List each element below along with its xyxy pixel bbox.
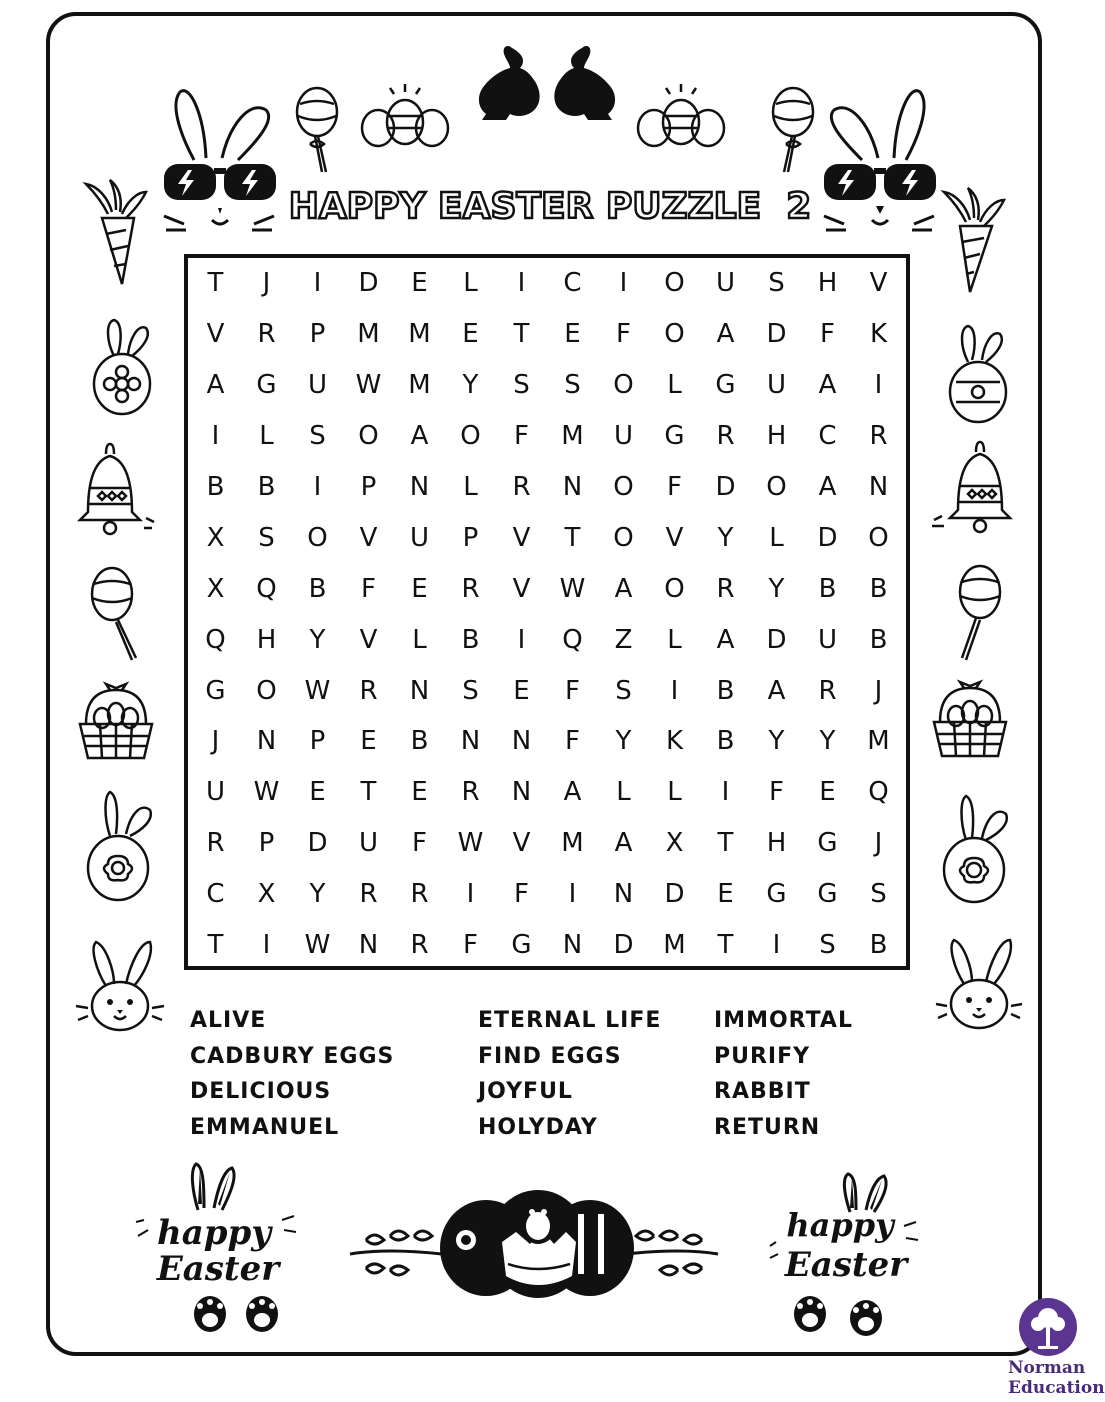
grid-cell[interactable]: R [512,472,531,502]
grid-cell[interactable]: I [874,370,883,401]
grid-cell[interactable]: N [256,726,277,757]
grid-cell[interactable]: A [767,675,786,706]
grid-cell[interactable]: D [715,472,736,502]
grid-cell[interactable]: M [867,726,890,757]
title-text: HAPPY EASTER PUZZLE 2 [288,186,812,227]
logo-line-2: Education [1008,1378,1105,1398]
bunny-egg-icon [88,314,158,414]
bunny-face-icon [934,934,1024,1032]
grid-cell[interactable]: S [258,522,275,553]
grid-cell[interactable]: Y [309,624,326,655]
grid-cell[interactable]: F [565,675,580,706]
word-list-item: DELICIOUS [190,1079,332,1104]
tree-logo-icon [1016,1298,1080,1356]
grid-cell[interactable]: Q [205,624,226,655]
grid-cell[interactable]: C [206,879,225,910]
grid-cell[interactable]: R [359,675,378,706]
egg-lollipop-icon [292,86,342,176]
grid-cell[interactable]: B [869,624,888,655]
grid-cell[interactable]: F [514,421,529,452]
grid-cell[interactable]: V [869,268,888,299]
grid-cell[interactable]: G [205,675,226,706]
grid-cell[interactable]: Z [614,624,633,655]
grid-cell[interactable]: I [517,268,526,299]
grid-cell[interactable]: N [460,726,481,757]
grid-cell[interactable]: H [817,268,838,299]
grid-cell[interactable]: U [766,370,787,401]
grid-cell[interactable]: H [256,624,277,655]
easter-eggs-icon [636,82,726,150]
grid-cell[interactable]: O [664,319,685,350]
grid-cell[interactable]: O [460,421,481,452]
grid-cell[interactable]: N [562,472,583,502]
grid-cell[interactable]: N [511,777,532,808]
grid-cell[interactable]: J [262,268,271,299]
grid-cell[interactable]: B [869,573,888,604]
grid-cell[interactable]: O [766,472,787,502]
grid-cell[interactable]: A [716,319,735,350]
grid-cell[interactable]: K [869,319,888,350]
grid-cell[interactable]: B [716,675,735,706]
grid-cell[interactable]: D [307,828,328,859]
grid-cell[interactable]: S [870,879,887,910]
grid-cell[interactable]: V [206,319,225,350]
word-list-item: PURIFY [714,1043,811,1069]
grid-cell[interactable]: T [513,319,530,350]
grid-cell[interactable]: F [769,777,784,808]
letter-grid [190,258,904,970]
grid-cell[interactable]: A [818,370,837,401]
grid-cell[interactable]: Q [868,777,889,808]
grid-cell[interactable]: W [355,370,382,401]
grid-cell[interactable]: A [563,777,582,808]
grid-cell[interactable]: T [564,522,581,553]
grid-cell[interactable]: J [874,675,883,706]
grid-cell[interactable]: M [561,828,584,859]
grid-cell[interactable]: A [206,370,225,401]
grid-cell[interactable]: E [819,777,836,808]
grid-cell[interactable]: Q [256,573,277,604]
grid-row [190,258,904,309]
grid-cell[interactable]: O [307,522,328,553]
grid-cell[interactable]: A [614,828,633,859]
egg-lollipop-icon [88,564,146,662]
grid-cell[interactable]: M [357,319,380,350]
grid-cell[interactable]: A [410,421,429,452]
grid-cell[interactable]: R [716,573,735,604]
grid-cell[interactable]: U [817,624,838,655]
grid-cell[interactable]: Y [768,573,785,604]
grid-row [190,716,904,767]
happy-easter-lettering [770,1172,920,1342]
grid-cell[interactable]: B [308,573,327,604]
word-list-item: ALIVE [190,1008,267,1033]
grid-row [190,920,904,971]
grid-cell[interactable]: L [463,268,478,299]
grid-cell[interactable]: I [313,472,322,502]
grid-cell[interactable]: E [564,319,581,350]
grid-cell[interactable]: O [664,573,685,604]
grid-cell[interactable]: F [820,319,835,350]
grid-cell[interactable]: L [463,472,478,502]
bunny-egg-icon [942,320,1012,424]
grid-cell[interactable]: N [409,675,430,706]
egg-lollipop-icon [768,86,818,176]
grid-cell[interactable]: B [716,726,735,757]
grid-cell[interactable]: L [667,777,682,808]
grid-cell[interactable]: S [768,268,785,299]
grid-cell[interactable]: D [613,930,634,961]
grid-cell[interactable]: G [511,930,532,961]
grid-cell[interactable]: L [259,421,274,452]
grid-cell[interactable]: L [412,624,427,655]
word-list-column [190,1003,394,1145]
grid-cell[interactable]: O [868,522,889,553]
grid-cell[interactable]: R [359,879,378,910]
grid-cell[interactable]: T [717,828,734,859]
grid-cell[interactable]: X [665,828,684,859]
bell-icon [926,440,1020,536]
grid-cell[interactable]: N [511,726,532,757]
word-list-item: JOYFUL [478,1079,573,1104]
cool-bunny-icon [160,84,280,234]
word-list-item: EMMANUEL [190,1114,340,1140]
grid-cell[interactable]: E [462,319,479,350]
happy-text: happy [156,1213,272,1253]
logo-line-1: Norman [1008,1358,1086,1378]
word-list-column [714,1003,853,1145]
grid-cell[interactable]: L [667,370,682,401]
grid-cell[interactable]: I [721,777,730,808]
grid-row [190,411,904,462]
grid-cell[interactable]: I [619,268,628,299]
grid-cell[interactable]: I [670,675,679,706]
grid-cell[interactable]: I [262,930,271,961]
grid-cell[interactable]: Y [819,726,836,757]
grid-cell[interactable]: B [869,930,888,961]
grid-cell[interactable]: U [205,777,226,808]
grid-cell[interactable]: W [457,828,484,859]
grid-cell[interactable]: R [206,828,225,859]
grid-row [190,563,904,614]
grid-cell[interactable]: Y [309,879,326,910]
bunny-face-icon [78,936,162,1034]
grid-cell[interactable]: X [206,522,225,553]
egg-lollipop-icon [950,562,1008,662]
grid-cell[interactable]: U [409,522,430,553]
grid-cell[interactable]: C [818,421,837,452]
grid-cell[interactable]: O [358,421,379,452]
grid-cell[interactable]: F [616,319,631,350]
grid-cell[interactable]: B [818,573,837,604]
brand-logo [1000,1298,1105,1402]
grid-cell[interactable]: V [512,522,531,553]
bunny-egg-icon [82,788,158,902]
grid-cell[interactable]: P [258,828,275,859]
grid-cell[interactable]: G [715,370,736,401]
bell-icon [70,442,160,538]
bunny-silhouettes-icon [472,42,622,124]
grid-cell[interactable]: R [869,421,888,452]
grid-cell[interactable]: M [408,319,431,350]
grid-cell[interactable]: N [613,879,634,910]
grid-row [190,869,904,920]
grid-cell[interactable]: A [614,573,633,604]
happy-text: happy [786,1206,894,1244]
grid-cell[interactable]: N [868,472,889,502]
grid-cell[interactable]: G [766,879,787,910]
word-list-item: RETURN [714,1114,821,1140]
easter-eggs-icon [360,82,450,150]
grid-cell[interactable]: I [568,879,577,910]
grid-cell[interactable]: E [411,573,428,604]
grid-cell[interactable]: F [514,879,529,910]
grid-cell[interactable]: W [304,930,331,961]
grid-cell[interactable]: I [466,879,475,910]
grid-cell[interactable]: R [716,421,735,452]
grid-row [190,767,904,818]
grid-cell[interactable]: E [309,777,326,808]
egg-basket-icon [76,684,156,764]
grid-cell[interactable]: S [564,370,581,401]
grid-cell[interactable]: E [360,726,377,757]
grid-cell[interactable]: J [874,828,883,859]
grid-cell[interactable]: I [211,421,220,452]
grid-cell[interactable]: O [256,675,277,706]
grid-cell[interactable]: F [361,573,376,604]
grid-cell[interactable]: P [360,472,377,502]
grid-cell[interactable]: U [715,268,736,299]
grid-cell[interactable]: Y [768,726,785,757]
grid-cell[interactable]: H [766,828,787,859]
carrot-icon [940,186,1010,296]
grid-cell[interactable]: G [664,421,685,452]
word-list-item: CADBURY EGGS [190,1043,395,1069]
grid-cell[interactable]: U [307,370,328,401]
grid-cell[interactable]: A [818,472,837,502]
grid-row [190,309,904,360]
word-list-item: RABBIT [714,1079,811,1104]
grid-cell[interactable]: T [717,930,734,961]
grid-cell[interactable]: W [559,573,586,604]
grid-row [190,818,904,869]
grid-cell[interactable]: O [613,370,634,401]
grid-cell[interactable]: T [207,268,224,299]
grid-cell[interactable]: G [256,370,277,401]
grid-cell[interactable]: M [663,930,686,961]
easter-text: Easter [784,1245,908,1285]
grid-cell[interactable]: L [667,624,682,655]
grid-cell[interactable]: K [665,726,684,757]
grid-cell[interactable]: F [463,930,478,961]
cool-bunny-icon [820,84,940,234]
grid-cell[interactable]: V [359,522,378,553]
word-list-item: HOLYDAY [478,1114,598,1140]
grid-cell[interactable]: V [512,828,531,859]
grid-cell[interactable]: E [411,777,428,808]
grid-cell[interactable]: R [410,879,429,910]
word-list-item: FIND EGGS [478,1043,622,1069]
grid-cell[interactable]: S [513,370,530,401]
egg-basket-icon [930,682,1010,762]
grid-cell[interactable]: F [565,726,580,757]
grid-cell[interactable]: D [664,879,685,910]
grid-cell[interactable]: X [257,879,276,910]
easter-text: Easter [156,1249,280,1289]
grid-cell[interactable]: B [410,726,429,757]
grid-cell[interactable]: W [304,675,331,706]
grid-cell[interactable]: E [717,879,734,910]
grid-cell[interactable]: Q [562,624,583,655]
grid-row [190,462,904,513]
grid-cell[interactable]: B [257,472,276,502]
grid-cell[interactable]: B [206,472,225,502]
grid-cell[interactable]: D [766,624,787,655]
grid-cell[interactable]: X [206,573,225,604]
grid-cell[interactable]: D [358,268,379,299]
grid-cell[interactable]: N [409,472,430,502]
grid-cell[interactable]: G [817,879,838,910]
grid-cell[interactable]: A [716,624,735,655]
grid-cell[interactable]: V [665,522,684,553]
grid-cell[interactable]: O [613,522,634,553]
grid-cell[interactable]: P [462,522,479,553]
grid-row [190,512,904,563]
grid-cell[interactable]: J [211,726,220,757]
grid-cell[interactable]: L [769,522,784,553]
grid-cell[interactable]: O [664,268,685,299]
grid-cell[interactable]: E [513,675,530,706]
grid-cell[interactable]: R [410,930,429,961]
grid-cell[interactable]: V [512,573,531,604]
grid-row [190,614,904,665]
grid-cell[interactable]: I [517,624,526,655]
grid-cell[interactable]: M [408,370,431,401]
grid-cell[interactable]: E [411,268,428,299]
grid-cell[interactable]: S [309,421,326,452]
word-list-item: ETERNAL LIFE [478,1008,662,1033]
page-title [288,178,812,232]
grid-cell[interactable]: S [615,675,632,706]
grid-cell[interactable]: T [207,930,224,961]
word-list-column [478,1003,661,1145]
grid-row [190,360,904,411]
decorated-eggs-icon [346,1178,722,1298]
grid-cell[interactable]: Y [615,726,632,757]
happy-easter-lettering [134,1160,298,1338]
grid-cell[interactable]: Y [462,370,479,401]
grid-cell[interactable]: C [563,268,582,299]
word-list-item: IMMORTAL [714,1008,853,1033]
grid-cell[interactable]: P [309,319,326,350]
grid-cell[interactable]: D [766,319,787,350]
grid-cell[interactable]: S [462,675,479,706]
grid-cell[interactable]: F [667,472,682,502]
grid-cell[interactable]: H [766,421,787,452]
grid-cell[interactable]: R [461,573,480,604]
grid-cell[interactable]: D [817,522,838,553]
grid-cell[interactable]: R [818,675,837,706]
grid-cell[interactable]: N [562,930,583,961]
grid-cell[interactable]: L [616,777,631,808]
carrot-icon [82,178,152,288]
grid-cell[interactable]: W [253,777,280,808]
grid-cell[interactable]: B [461,624,480,655]
grid-cell[interactable]: N [358,930,379,961]
grid-cell[interactable]: I [313,268,322,299]
grid-cell[interactable]: M [561,421,584,452]
grid-cell[interactable]: F [412,828,427,859]
word-list [190,1003,890,1153]
grid-cell[interactable]: I [772,930,781,961]
grid-cell[interactable]: Y [717,522,734,553]
grid-cell[interactable]: G [817,828,838,859]
grid-cell[interactable]: R [257,319,276,350]
grid-cell[interactable]: V [359,624,378,655]
grid-cell[interactable]: R [461,777,480,808]
grid-cell[interactable]: S [819,930,836,961]
grid-row [190,665,904,716]
grid-cell[interactable]: U [358,828,379,859]
grid-cell[interactable]: P [309,726,326,757]
bunny-egg-icon [938,792,1014,904]
grid-cell[interactable]: T [360,777,377,808]
grid-cell[interactable]: U [613,421,634,452]
grid-cell[interactable]: O [613,472,634,502]
